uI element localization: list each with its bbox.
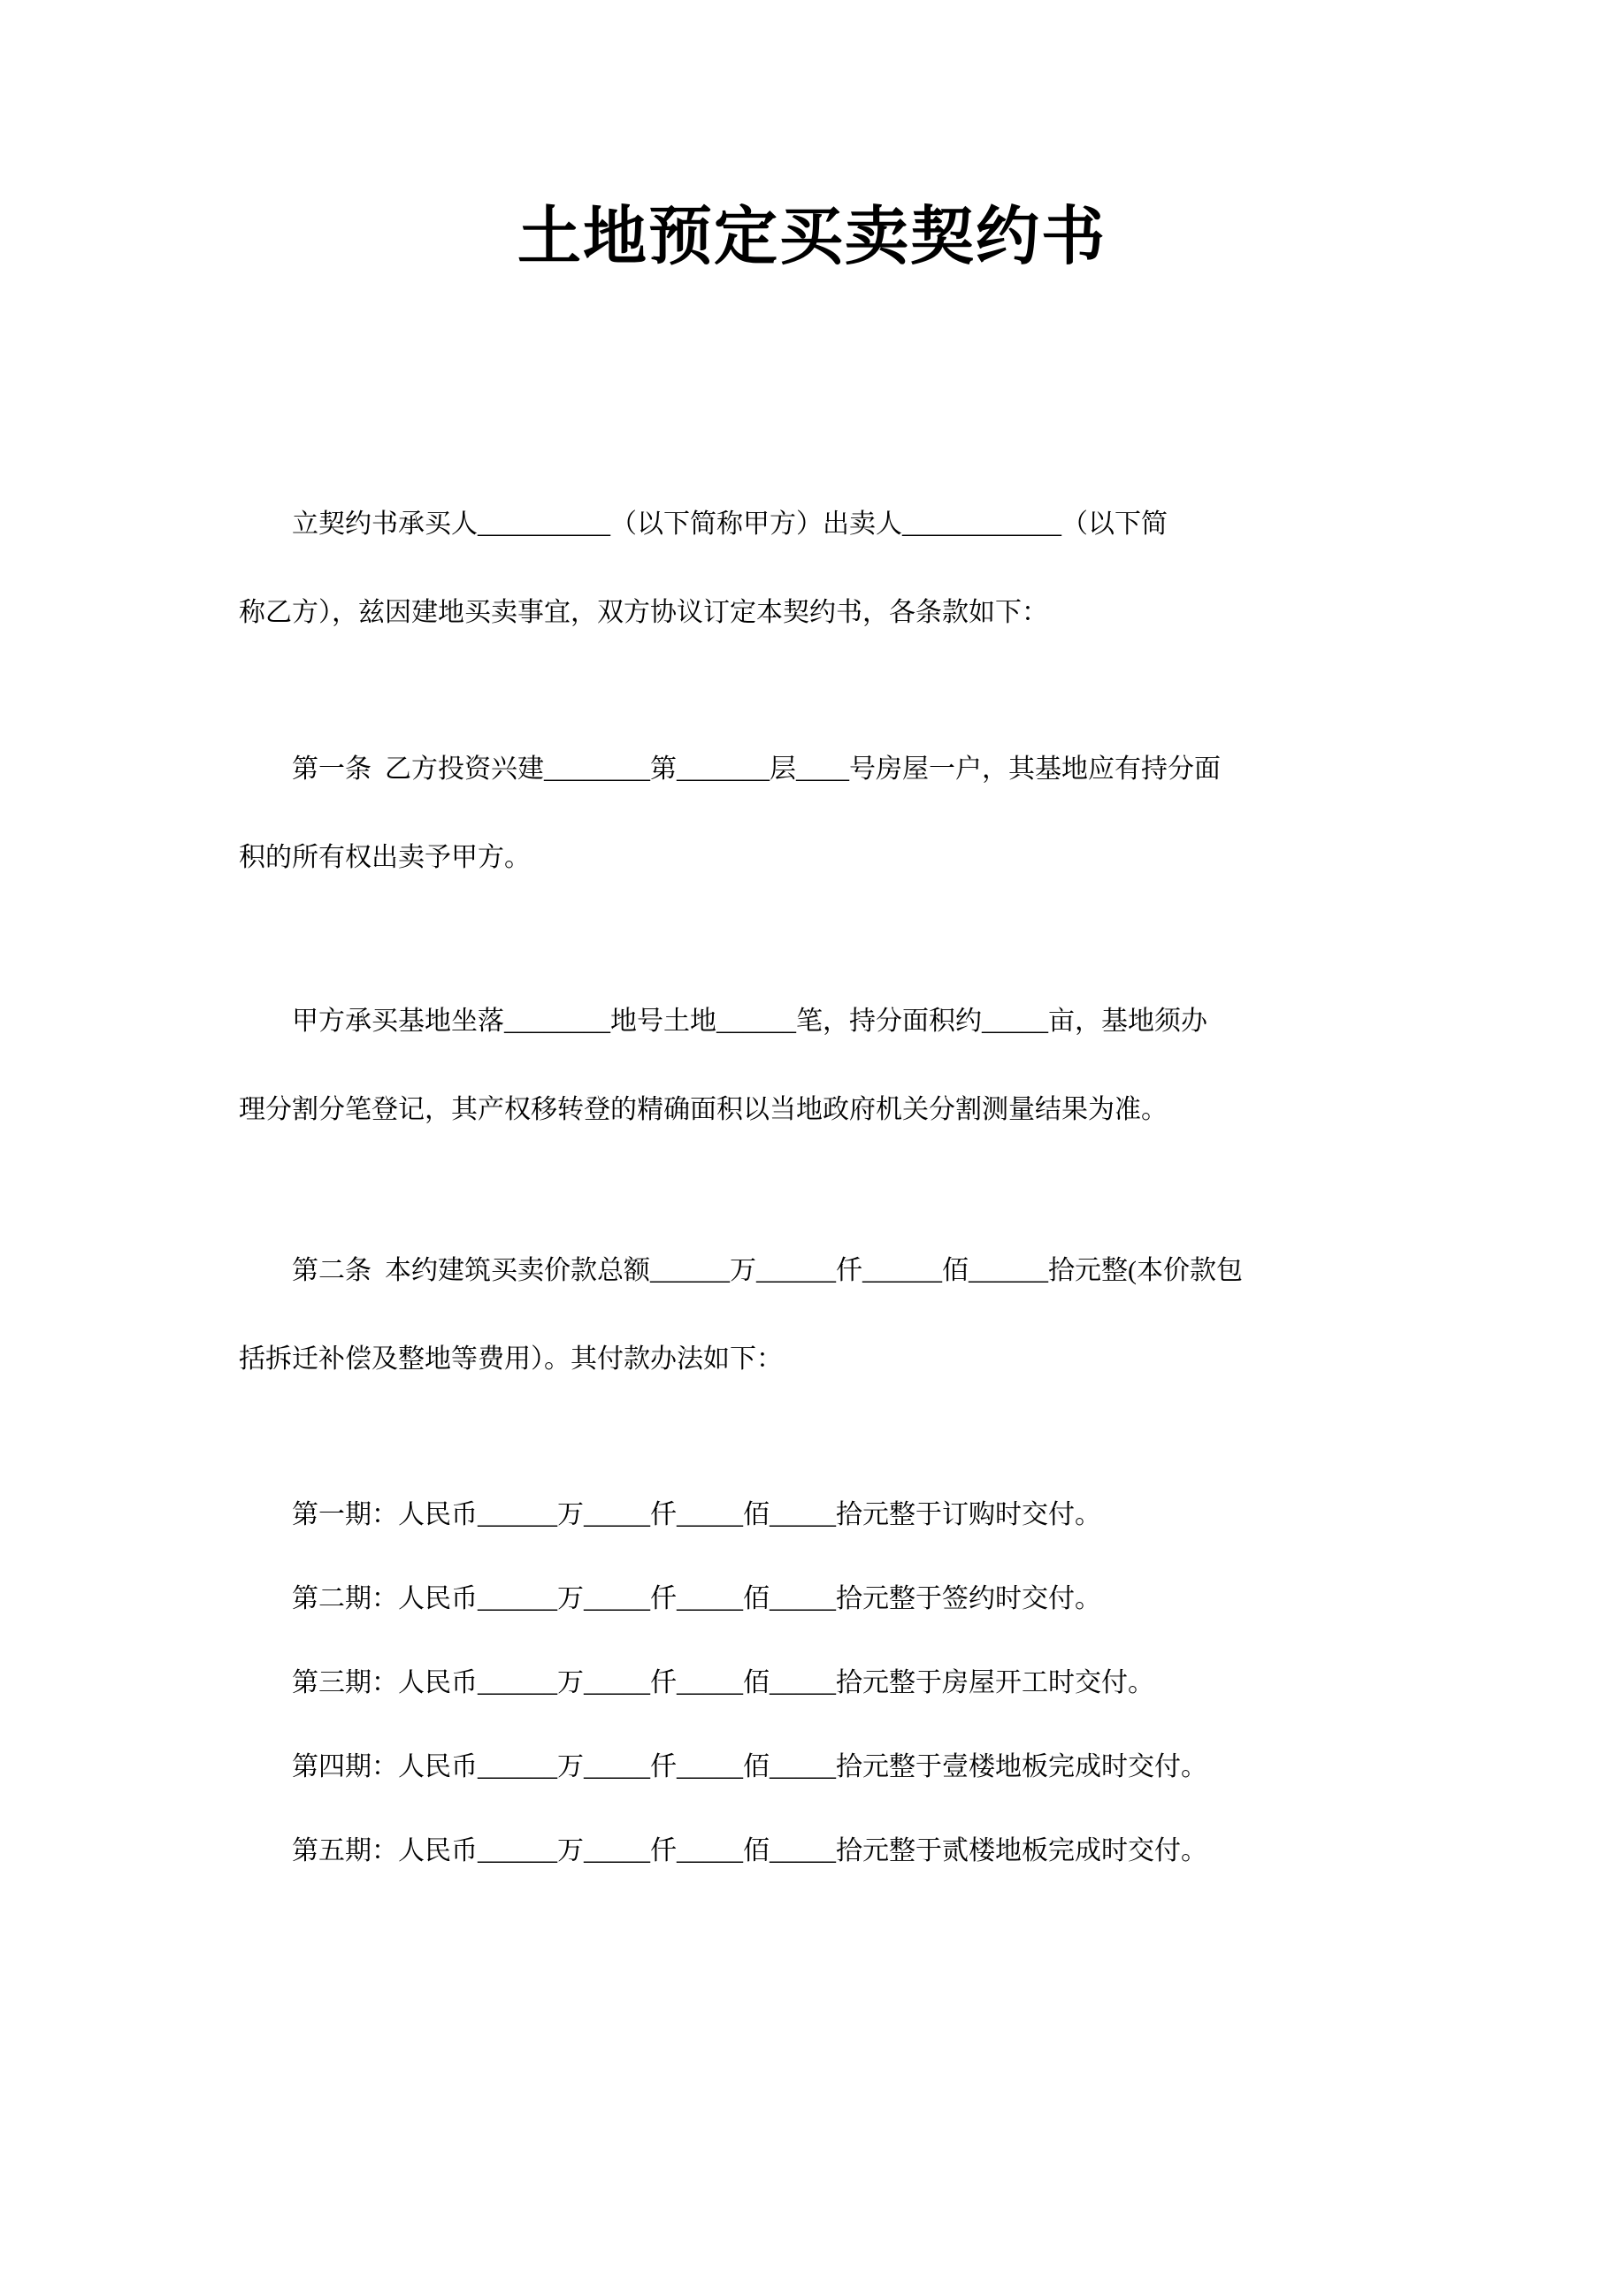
installment-line-3: 第三期：人民币______万_____仟_____佰_____拾元整于房屋开工时交付。 [292, 1668, 1154, 1697]
contract-line-article2-2: 括拆迁补偿及整地等费用）。其付款办法如下： [239, 1344, 783, 1374]
contract-line-article1-2: 积的所有权出卖予甲方。 [239, 843, 531, 872]
contract-line-intro-1: 立契约书承买人__________（以下简称甲方）出卖人____________（以下简 [292, 509, 1168, 539]
contract-page [0, 188, 1624, 2290]
contract-line-article2-1: 第二条 本约建筑买卖价款总额______万______仟______佰______拾元整(本价款包 [292, 1256, 1243, 1285]
installment-line-4: 第四期：人民币______万_____仟_____佰_____拾元整于壹楼地板完成时交付。 [292, 1752, 1207, 1781]
contract-line-land-2: 理分割分笔登记，其产权移转登的精确面积以当地政府机关分割测量结果为准。 [239, 1095, 1168, 1124]
installment-line-2: 第二期：人民币______万_____仟_____佰_____拾元整于签约时交付。 [292, 1584, 1101, 1613]
installment-list [239, 1473, 1396, 1893]
contract-title: 土地预定买卖契约书 [517, 202, 1107, 272]
contract-line-intro-2: 称乙方），兹因建地买卖事宜，双方协议订定本契约书，各条款如下： [239, 598, 1048, 627]
contract-line-land-1: 甲方承买基地坐落________地号土地______笔，持分面积约_____亩，基地须办 [292, 1007, 1207, 1036]
paragraph-article1 [239, 725, 1396, 902]
installment-line-5: 第五期：人民币______万_____仟_____佰_____拾元整于贰楼地板完成时交付。 [292, 1836, 1207, 1865]
contract-line-article1-1: 第一条 乙方投资兴建________第_______层____号房屋一户，其基地应有持分面 [292, 754, 1221, 784]
installment-line-1: 第一期：人民币______万_____仟_____佰_____拾元整于订购时交付。 [292, 1500, 1101, 1529]
paragraph-article2 [239, 1227, 1396, 1404]
paragraph-land-purchase [239, 977, 1396, 1154]
contract-body [239, 480, 1396, 1893]
paragraph-intro [239, 480, 1396, 657]
